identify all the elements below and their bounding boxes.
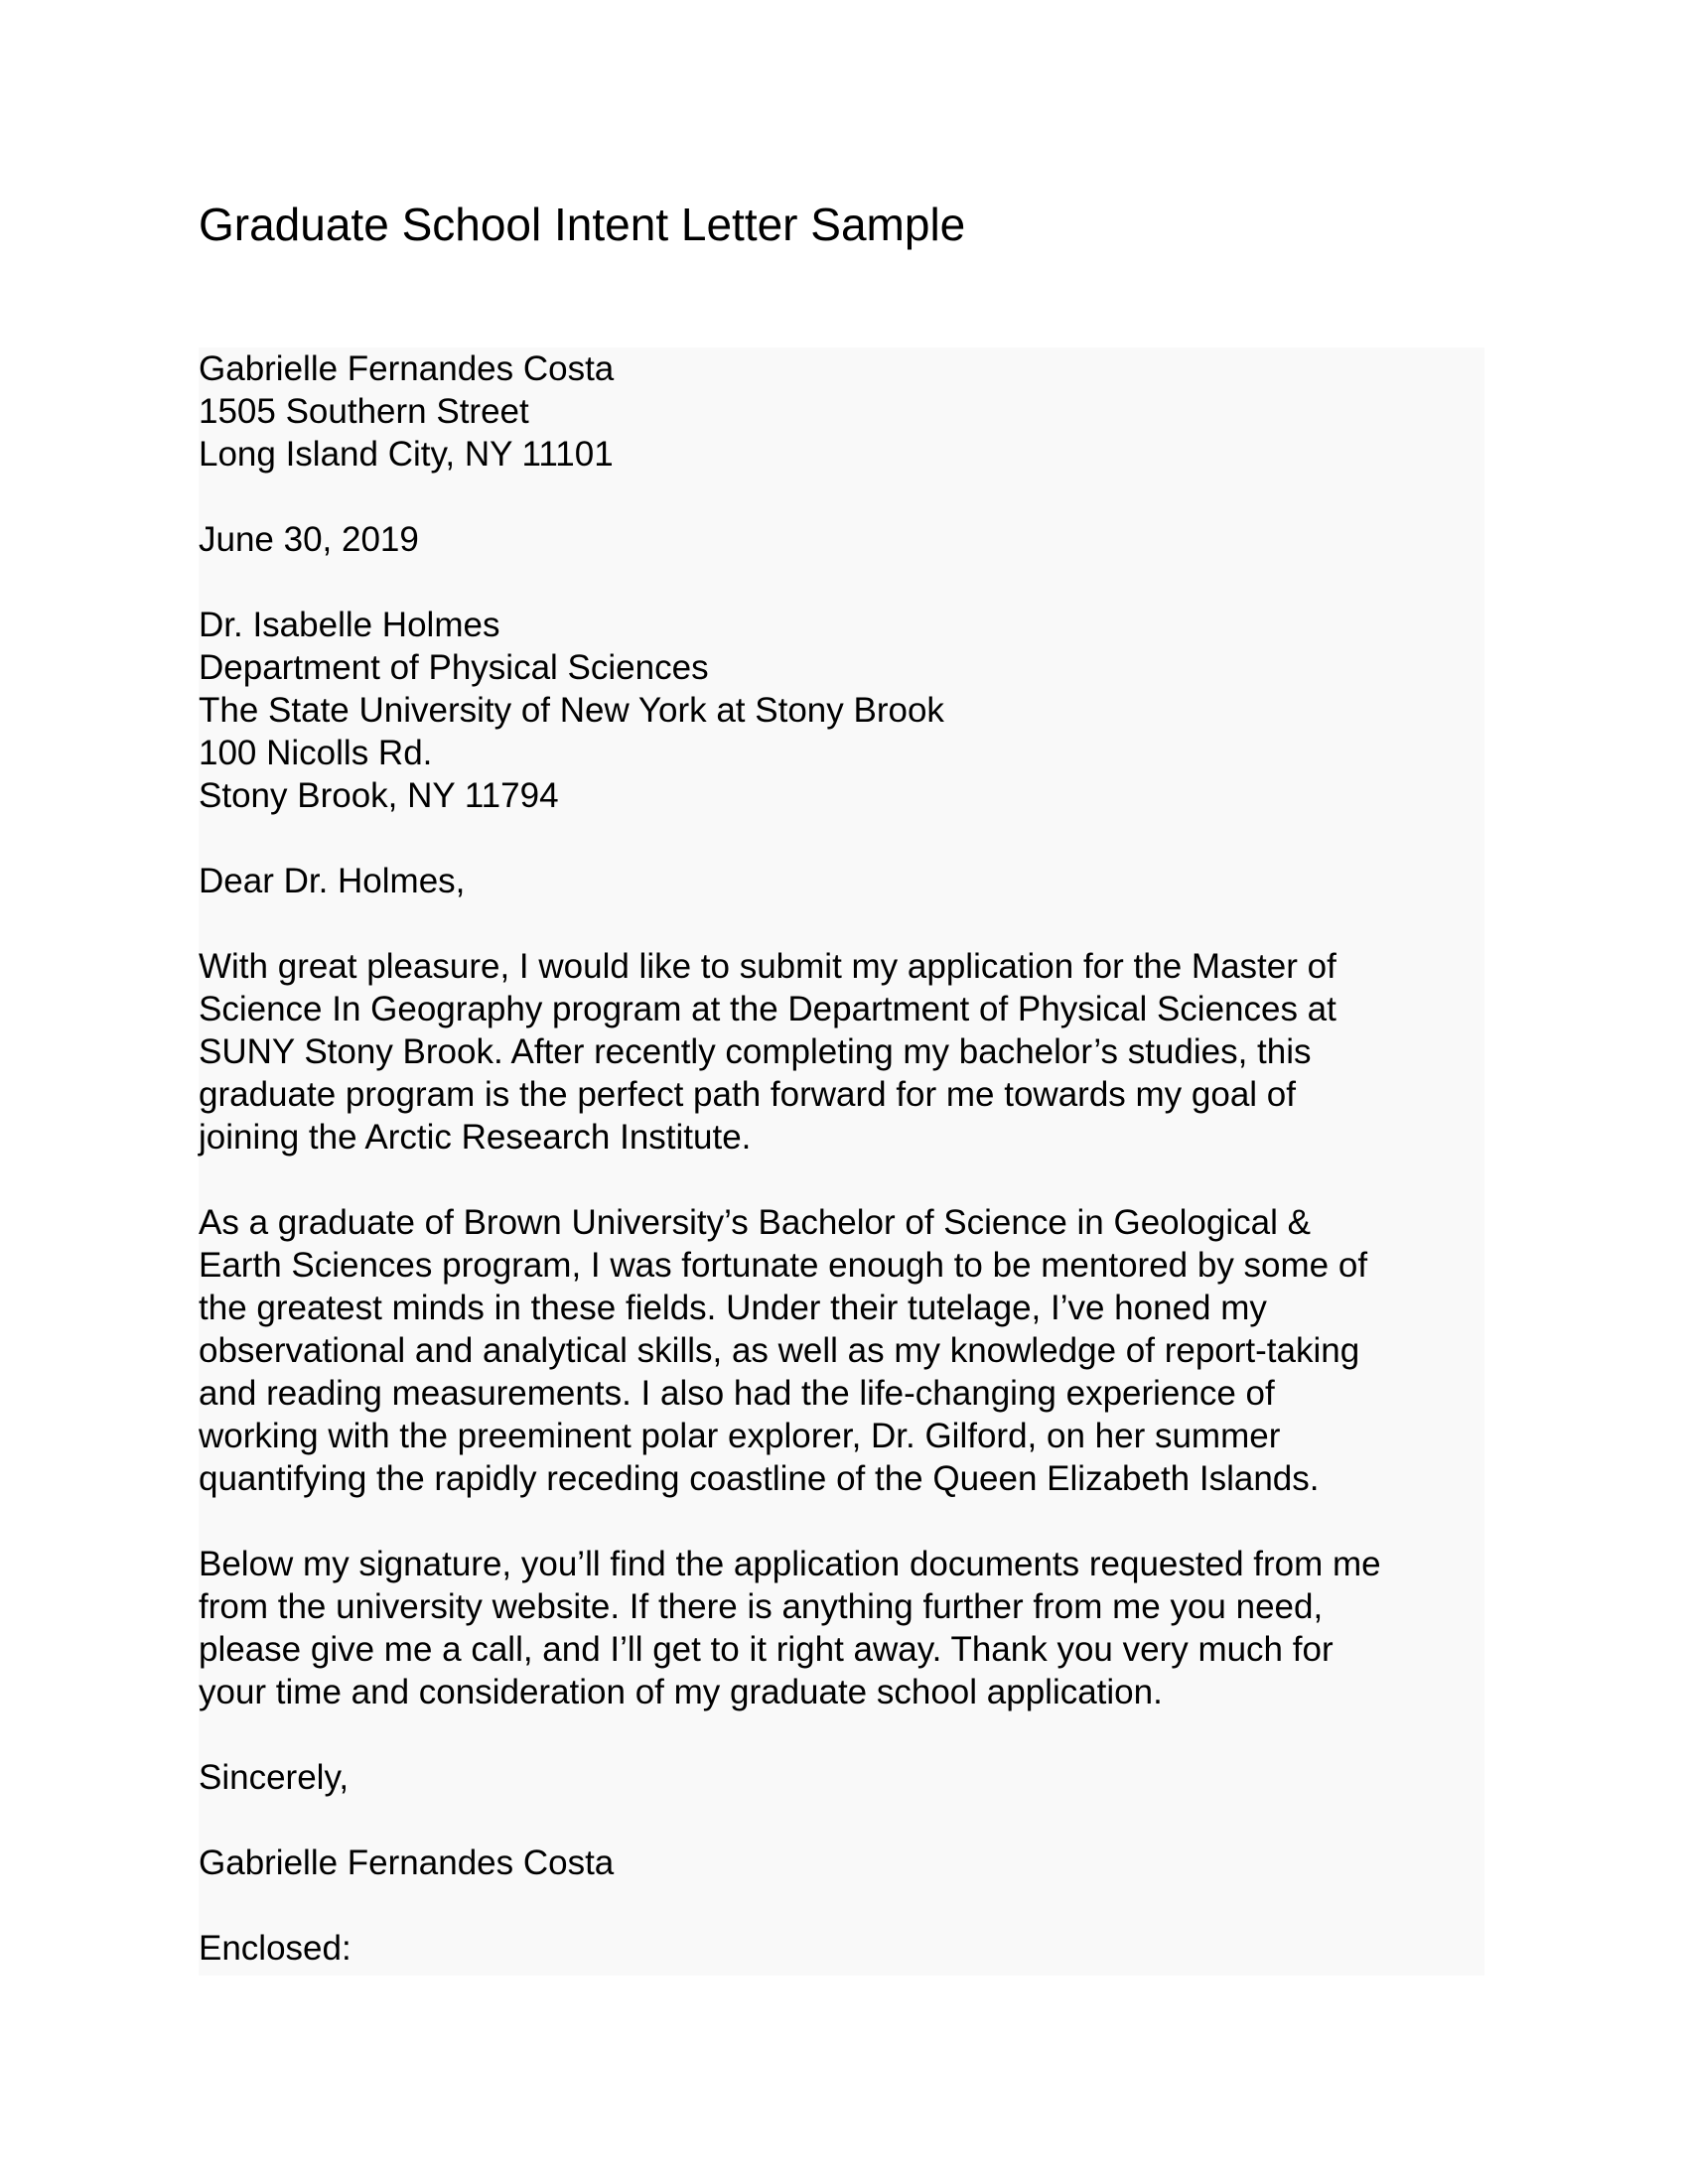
letter-date: June 30, 2019	[199, 520, 419, 559]
body-paragraph	[199, 1201, 1484, 1500]
page-title: Graduate School Intent Letter Sample	[199, 199, 966, 250]
paragraph-line: from the university website. If there is anything further from me you need,	[199, 1587, 1324, 1626]
sender-city-state-zip: Long Island City, NY 11101	[199, 435, 614, 474]
signature-name: Gabrielle Fernandes Costa	[199, 1843, 615, 1882]
recipient-name: Dr. Isabelle Holmes	[199, 606, 500, 644]
salutation: Dear Dr. Holmes,	[199, 862, 466, 900]
closing-block	[199, 1756, 1484, 1799]
letter-text	[199, 347, 1484, 1970]
enclosed-label: Enclosed:	[199, 1929, 352, 1968]
paragraph-line: As a graduate of Brown University’s Bachelor of Science in Geological &	[199, 1203, 1311, 1242]
recipient-address	[199, 604, 1484, 817]
body-paragraph	[199, 1543, 1484, 1713]
recipient-department: Department of Physical Sciences	[199, 648, 709, 687]
paragraph-line: quantifying the rapidly receding coastline of the Queen Elizabeth Islands.	[199, 1459, 1320, 1498]
signature-block	[199, 1842, 1484, 1884]
paragraph-line: graduate program is the perfect path forward for me towards my goal of	[199, 1075, 1296, 1114]
paragraph-line: and reading measurements. I also had the life-changing experience of	[199, 1374, 1275, 1413]
paragraph-line: Below my signature, you’ll find the application documents requested from me	[199, 1545, 1381, 1583]
recipient-street: 100 Nicolls Rd.	[199, 734, 433, 772]
salutation-block	[199, 860, 1484, 902]
enclosed-block	[199, 1927, 1484, 1970]
paragraph-line: observational and analytical skills, as well as my knowledge of report-taking	[199, 1331, 1360, 1370]
sender-address	[199, 347, 1484, 476]
paragraph-line: your time and consideration of my graduate school application.	[199, 1673, 1163, 1711]
letter-date-block	[199, 518, 1484, 561]
paragraph-line: joining the Arctic Research Institute.	[199, 1118, 752, 1157]
body-paragraph	[199, 945, 1484, 1159]
paragraph-line: With great pleasure, I would like to submit my application for the Master of	[199, 947, 1336, 986]
sender-name: Gabrielle Fernandes Costa	[199, 349, 615, 388]
recipient-city-state-zip: Stony Brook, NY 11794	[199, 776, 559, 815]
paragraph-line: the greatest minds in these fields. Under their tutelage, I’ve honed my	[199, 1289, 1267, 1327]
recipient-institution: The State University of New York at Stony Brook	[199, 691, 944, 730]
paragraph-line: working with the preeminent polar explorer, Dr. Gilford, on her summer	[199, 1417, 1281, 1455]
paragraph-line: SUNY Stony Brook. After recently completing my bachelor’s studies, this	[199, 1032, 1312, 1071]
paragraph-line: Earth Sciences program, I was fortunate enough to be mentored by some of	[199, 1246, 1368, 1285]
paragraph-line: Science In Geography program at the Department of Physical Sciences at	[199, 990, 1336, 1028]
sender-street: 1505 Southern Street	[199, 392, 529, 431]
closing: Sincerely,	[199, 1758, 350, 1797]
paragraph-line: please give me a call, and I’ll get to it right away. Thank you very much for	[199, 1630, 1334, 1669]
letter-body	[199, 347, 1484, 1976]
